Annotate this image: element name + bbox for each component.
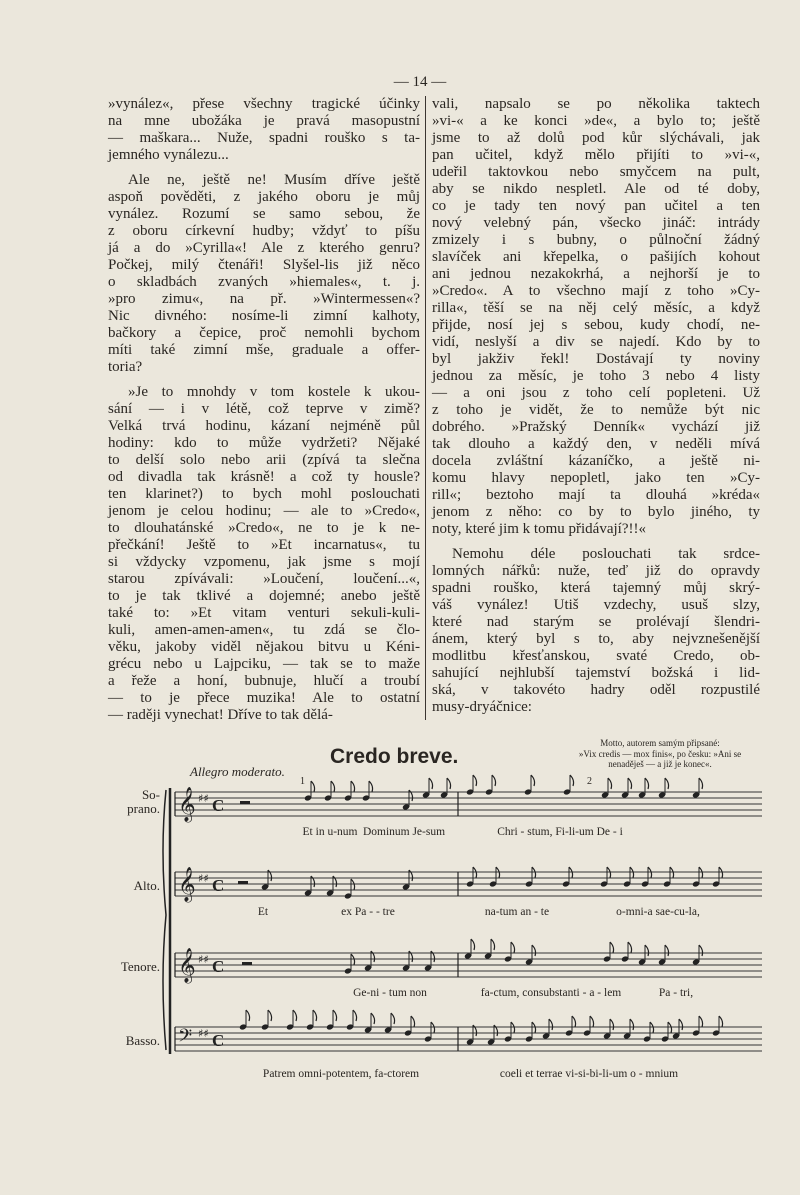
text-line: jenom je celou hodinu; — ale to »Credo«, <box>108 503 420 519</box>
treble-clef-icon: 𝄞 <box>178 787 196 822</box>
note-flag <box>246 1010 250 1021</box>
note-flag <box>333 1010 337 1021</box>
text-line: pan učitel, když mělo přijíti to »vi-«, <box>432 147 760 163</box>
text-line: »vi-« a ke konci »de«, a bylo to; ještě <box>432 113 760 129</box>
note-flag <box>668 1022 672 1033</box>
note-flag <box>351 954 355 965</box>
text-line: z oboru církevní hudby; vždyť to píšu <box>108 223 420 239</box>
note-flag <box>648 867 652 878</box>
lyric-fragment: ex Pa - - tre <box>341 906 395 918</box>
note-flag <box>311 781 315 792</box>
note-flag <box>665 945 669 956</box>
treble-clef-icon: 𝄞 <box>178 867 196 902</box>
text-line: — to je přece muzika! Ale to ostatní <box>108 690 420 706</box>
text-line: — maškara... Nuže, spadni rouško s ta- <box>108 130 420 146</box>
text-line: míti také zimní mše, graduale a offer- <box>108 342 420 358</box>
motto-line: »Vix credis — mox finis«, po česku: »Ani se <box>578 748 742 759</box>
text-line: Velká trvá hodinu, kázaní nejméně půl <box>108 418 420 434</box>
text-line: byl jakživ řekl! Dostávají ty noviny <box>432 351 760 367</box>
text-line: udeřil taktovkou nebo smyčcem na pult, <box>432 164 760 180</box>
key-signature-sharp-icon: ♯♯ <box>198 792 209 805</box>
text-line: hodiny: kdo to může vydržeti? Nějaké <box>108 435 420 451</box>
note-flag <box>531 775 535 786</box>
note-flag <box>431 1022 435 1033</box>
text-line: váš vynález! Utiš vzdechy, usuš slzy, <box>432 597 760 613</box>
text-line: přečkání! Ještě to »Et incarnatus«, tu <box>108 537 420 553</box>
lyric-fragment: Dominum Je-sum <box>362 826 446 838</box>
rest-icon <box>238 881 248 884</box>
motto-line: Motto, autorem samým připsané: <box>600 738 720 748</box>
note-flag <box>532 867 536 878</box>
note-flag <box>719 867 723 878</box>
rest-icon <box>240 801 250 804</box>
text-line: lomných nářků: nuže, teď již do opravdy <box>432 563 760 579</box>
note-flag <box>391 1013 395 1024</box>
voice-label <box>98 879 160 893</box>
text-line: si vždycky vzpomenu, jak jsme s mojí <box>108 554 420 570</box>
text-line: komu hlavy nepopletl, jako ten »Cy- <box>432 470 760 486</box>
lyric-fragment: Ge-ni - tum non <box>353 987 427 999</box>
common-time-icon: C <box>212 876 225 895</box>
note-flag <box>699 1016 703 1027</box>
lyric-fragment: Patrem omni-potentem, fa-ctorem <box>262 1068 420 1080</box>
text-line: musy-dryáčnice: <box>432 699 532 715</box>
note-flag <box>331 781 335 792</box>
note-flag <box>569 867 573 878</box>
note-flag <box>679 1019 683 1030</box>
note-flag <box>491 939 495 950</box>
note-flag <box>429 778 433 789</box>
note-flag <box>607 867 611 878</box>
text-line: rilla«, těší se na něj celý měsíc, a když <box>432 300 760 316</box>
text-line: »Credo«. A to všechno mají z toho »Cy- <box>432 283 760 299</box>
common-time-icon: C <box>212 957 225 976</box>
text-line: jsme to až dolů pod kůr slýchávali, jak <box>432 130 760 146</box>
lyric-fragment: o-mni-a sae-cu-la, <box>616 906 700 918</box>
note-flag <box>572 1016 576 1027</box>
measure-number: 2 <box>587 776 592 787</box>
lyric-fragment: Et in u-num <box>302 826 358 838</box>
tempo-marking: Allegro moderato. <box>190 764 285 779</box>
note-flag <box>645 778 649 789</box>
note-flag <box>608 778 612 789</box>
note-flag <box>532 945 536 956</box>
text-line: to je tak tklivé a dojemné; anebo ještě <box>108 588 420 604</box>
text-line: ani jednou nezakokrhá, a nejhorší je to <box>432 266 760 282</box>
note-flag <box>628 778 632 789</box>
text-line: ská, v takovéto hadry oděl rozpustilé <box>432 682 760 698</box>
note-flag <box>630 867 634 878</box>
lyric-fragment: coeli et terrae vi-si-bi-li-um o - mnium <box>499 1068 679 1080</box>
text-line: nový velebný pán, všecko jináč: intrády <box>432 215 760 231</box>
text-line: Nic divného: nosíme-li zimní kalhoty, <box>108 308 420 324</box>
text-line: o skladbách zvaných »hiemales«, t. j. <box>108 274 420 290</box>
note-flag <box>670 867 674 878</box>
text-line: — raději vynechat! Dříve to tak dělá- <box>108 707 333 723</box>
note-flag <box>353 1010 357 1021</box>
treble-clef-icon: 𝄞 <box>178 948 196 983</box>
text-line: »pro zimu«, na př. »Wintermessen«? <box>108 291 420 307</box>
note-flag <box>313 1010 317 1021</box>
text-line: to delší solo nebo arii (zpívá ta slečna <box>108 452 420 468</box>
lyric-fragment: na-tum an - te <box>484 906 550 918</box>
voice-label-line: So- <box>141 787 160 802</box>
note-flag <box>371 1013 375 1024</box>
note-flag <box>719 1016 723 1027</box>
text-line: z toho je vidět, že to nemůže být nic <box>432 402 760 418</box>
text-line: Ale ne, ještě ne! Musím dříve ještě <box>128 172 420 188</box>
brace <box>163 790 166 1050</box>
note-flag <box>570 775 574 786</box>
note-flag <box>610 1019 614 1030</box>
note-flag <box>665 778 669 789</box>
text-line: Nemohu déle poslouchati tak srdce- <box>452 546 760 562</box>
text-line: jenom z něho: co by to bylo jiného, ty <box>432 504 760 520</box>
note-flag <box>645 945 649 956</box>
text-line: na mne ubožáka je pravá masopustní <box>108 113 420 129</box>
text-line: vidí, neslyší a div se najedí. Kdo by to <box>432 334 760 350</box>
text-line: modlitbu křesťanskou, svaté Credo, ob- <box>432 648 760 664</box>
voice-label-line: Basso. <box>125 1033 160 1048</box>
note-flag <box>699 867 703 878</box>
text-line: vynález. Rozumí se samo sebou, že <box>108 206 420 222</box>
text-line: také to: »Et vitam venturi sekuli-kuli- <box>108 605 420 621</box>
common-time-icon: C <box>212 796 225 815</box>
text-line: sahující nejhlubší tajemství božská i lid- <box>432 665 760 681</box>
text-line: jednou za měsíc, je toho 3 nebo 4 listy <box>432 368 760 384</box>
voice-label <box>98 1034 160 1048</box>
text-line: přijde, nosí jej s sebou, kudy chodí, ne- <box>432 317 760 333</box>
note-flag <box>473 775 477 786</box>
lyric-fragment: Chri - stum, Fi-li-um De - i <box>497 826 623 838</box>
note-flag <box>411 1016 415 1027</box>
text-line: sání — i v létě, což teprve v zimě? <box>108 401 420 417</box>
text-line: co je tady ten nový pan učitel a ten <box>432 198 760 214</box>
note-flag <box>511 942 515 953</box>
note-flag <box>628 942 632 953</box>
note-flag <box>473 867 477 878</box>
note-flag <box>351 781 355 792</box>
text-line: dobrého. »Pražský Denník« vychází již <box>432 419 760 435</box>
text-line: spadni rouško, která tajemný můj skrý- <box>432 580 760 596</box>
key-signature-sharp-icon: ♯♯ <box>198 872 209 885</box>
common-time-icon: C <box>212 1031 225 1050</box>
text-line: noty, které jim k tomu přidávají?!!« <box>432 521 646 537</box>
text-line: slavíček ani křepelka, o pašijích kohout <box>432 249 760 265</box>
note-flag <box>590 1016 594 1027</box>
voice-label <box>98 788 160 816</box>
text-line: věku, jakoby viděl nějakou bitvu u Kéni- <box>108 639 420 655</box>
note-flag <box>369 781 373 792</box>
bass-clef-icon: 𝄢 <box>178 1026 193 1051</box>
note-flag <box>650 1022 654 1033</box>
note-flag <box>496 867 500 878</box>
note-flag <box>630 1019 634 1030</box>
key-signature-sharp-icon: ♯♯ <box>198 1027 209 1040</box>
note-flag <box>549 1019 553 1030</box>
text-line: rill«; beztoho mají ta dlouhá »kréda« <box>432 487 760 503</box>
text-line: ánem, který byl s to, aby nejvznešenější <box>432 631 760 647</box>
note-flag <box>492 775 496 786</box>
voice-label-line: Tenore. <box>120 959 160 974</box>
text-line: to dlouhatánské »Credo«, ne to je k ne- <box>108 520 420 536</box>
note-flag <box>610 942 614 953</box>
rest-icon <box>242 962 252 965</box>
voice-label-line: prano. <box>127 801 160 816</box>
text-line: docela zvláštní kázaníčko, a ještě ni- <box>432 453 760 469</box>
text-line: a řeže a honí, bubnuje, hlučí a troubí <box>108 673 420 689</box>
text-line: aby se nikdo nespletl. Ale od té doby, <box>432 181 760 197</box>
text-line: já a do »Cyrilla«! Ale z kterého genru? <box>108 240 420 256</box>
note-flag <box>532 1022 536 1033</box>
text-line: aspoň pověděti, z jakého oboru je můj <box>108 189 420 205</box>
text-line: od divadla tak krásně! a což ty housle? <box>108 469 420 485</box>
note-flag <box>447 778 451 789</box>
note-flag <box>699 778 703 789</box>
note-flag <box>351 879 355 890</box>
lyric-fragment: Et <box>257 906 269 918</box>
note-flag <box>699 945 703 956</box>
text-line: ten klarinet?) to bych mohl poslouchati <box>108 486 420 502</box>
text-line: zmizely i s bubny, o půlnoční žádný <box>432 232 760 248</box>
note-flag <box>511 1022 515 1033</box>
motto-line: nenaděješ — a již je konec«. <box>608 759 712 769</box>
text-line: »Je to mnohdy v tom kostele k ukou- <box>128 384 420 400</box>
measure-number: 1 <box>300 776 305 787</box>
key-signature-sharp-icon: ♯♯ <box>198 953 209 966</box>
text-line: tak dlouho a každý den, v neděli mívá <box>432 436 760 452</box>
text-line: grécu nebo u Lajpciku, — tak se to maže <box>108 656 420 672</box>
score-title: Credo breve. <box>330 745 459 768</box>
voice-label-line: Alto. <box>133 878 160 893</box>
note-flag <box>293 1010 297 1021</box>
text-line: Počkej, milý čtenáři! Slyšel-lis již něco <box>108 257 420 273</box>
text-line: bačkory a čepice, proč nemohli bychom <box>108 325 420 341</box>
voice-label <box>98 960 160 974</box>
text-line: jemného vynálezu... <box>108 147 229 163</box>
text-line: starou zpívávali: »Loučení, loučení...«, <box>108 571 420 587</box>
lyric-fragment: fa-ctum, consubstanti - a - lem <box>480 987 622 999</box>
text-line: »vynález«, přese všechny tragické účinky <box>108 96 420 112</box>
text-line: kuli, amen-amen-amen«, tu zdá se člo- <box>108 622 420 638</box>
page-number: — 14 — <box>393 74 447 90</box>
text-line: vali, napsalo se po několika taktech <box>432 96 760 112</box>
text-line: které nad starým se prolévají šlendri- <box>432 614 760 630</box>
lyric-fragment: Pa - tri, <box>658 987 694 999</box>
note-flag <box>471 939 475 950</box>
text-line: toria? <box>108 359 143 375</box>
text-line: — a oni jsou z toho celí popleteni. Už <box>432 385 760 401</box>
note-flag <box>268 1010 272 1021</box>
